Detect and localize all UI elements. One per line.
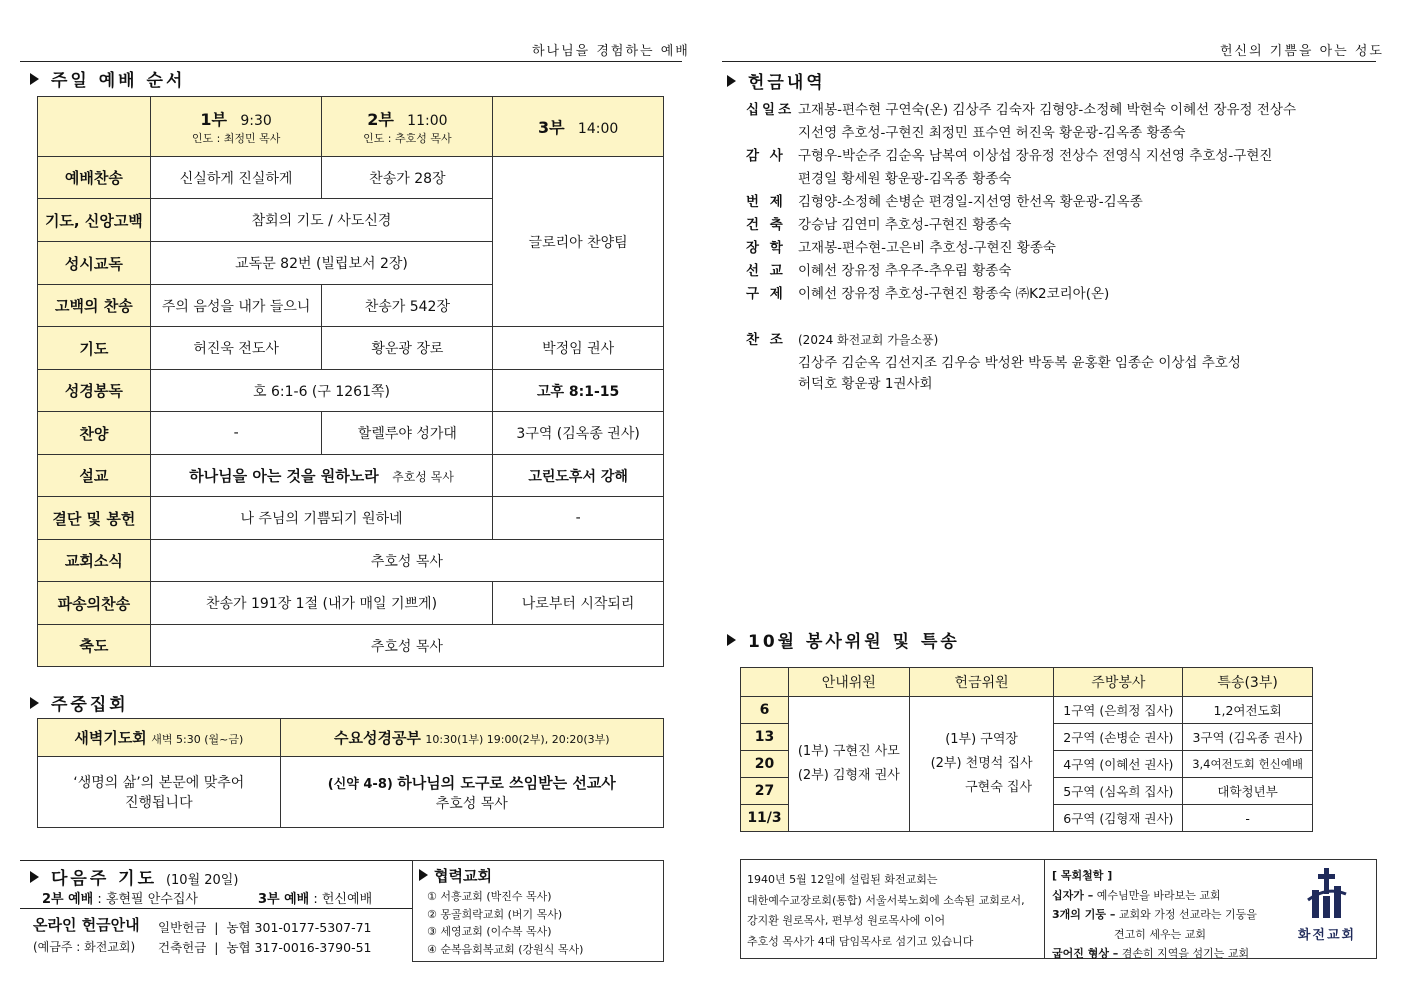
partner-churches-heading: 협력교회 xyxy=(419,865,492,886)
prayer-s2: 황운광 장로 xyxy=(322,327,493,370)
online-offering-rule xyxy=(20,908,412,909)
date-cell: 20 xyxy=(741,751,789,778)
online-offering-holder: (예금주 : 화전교회) xyxy=(33,940,136,954)
thanks-line-2: 편경일 황세원 황운광-김옥종 황종숙 xyxy=(798,171,1012,187)
partner-churches-box xyxy=(412,860,664,962)
triangle-bullet-icon xyxy=(419,869,428,881)
church-logo xyxy=(1281,868,1373,954)
row-label-sending: 파송의찬송 xyxy=(38,582,151,625)
weekday-table xyxy=(37,718,664,828)
sermon-s12 xyxy=(150,455,492,497)
left-page-header: 하나님을 경험하는 예배 xyxy=(532,44,690,59)
sermon-preacher: 추호성 목사 xyxy=(392,470,454,484)
row-label-benediction: 축도 xyxy=(38,625,151,667)
prayer-s3: 박정임 권사 xyxy=(493,327,664,370)
church-history: 1940년 5월 12일에 설립된 화전교회는 대한예수교장로회(통합) 서울서북노회에 소속된 교회로서, 강지환 원로목사, 편부성 원로목사에 이어 추호성 목사가 4대 담임목사로 섬기고 있습니다 xyxy=(747,873,1025,948)
praise-s1: - xyxy=(150,412,322,455)
right-page-header: 헌신의 기쁨을 아는 성도 xyxy=(1220,44,1384,59)
triangle-bullet-icon xyxy=(30,871,39,883)
service-2-header: 2부 11:00 인도 : 추호성 목사 xyxy=(322,97,493,157)
tithe-line-2: 지선영 추호성-구현진 최정민 표수연 허진욱 황운광-김옥종 황종숙 xyxy=(798,125,1186,141)
special-cell: 3구역 (김옥종 권사) xyxy=(1183,724,1313,751)
special-cell: 대학청년부 xyxy=(1183,778,1313,805)
decision-s12: 나 주님의 기쁨되기 원하네 xyxy=(150,497,492,540)
special-cell: 3,4여전도회 헌신예배 xyxy=(1183,751,1313,778)
corner-cell xyxy=(741,668,789,697)
general-offering-line: 일반헌금 | 농협 301-0177-5307-71 xyxy=(158,920,372,935)
kitchen-cell: 5구역 (심옥희 집사) xyxy=(1054,778,1183,805)
row-label-praise: 찬양 xyxy=(38,412,151,455)
service-1-header: 1부 9:30 인도 : 최정민 목사 xyxy=(150,97,322,157)
scholarship-line: 장 학 고재봉-편수현-고은비 추호성-구현진 황종숙 xyxy=(746,240,1056,256)
triangle-bullet-icon xyxy=(727,634,736,646)
reading-s3: 고후 8:1-15 xyxy=(493,370,664,412)
header-offering: 헌금위원 xyxy=(909,668,1054,697)
hymn-s2: 찬송가 28장 xyxy=(322,157,493,199)
right-header-rule xyxy=(722,61,1376,62)
thanks-line-1: 감 사 구형우-박순주 김순옥 남복여 이상섭 장유정 전상수 전영식 지선영 추호성-구현진 xyxy=(746,148,1273,164)
special-cell: - xyxy=(1183,805,1313,832)
row-label-prayer-creed: 기도, 신앙고백 xyxy=(38,199,151,242)
header-kitchen: 주방봉사 xyxy=(1054,668,1183,697)
triangle-bullet-icon xyxy=(30,73,39,85)
date-cell: 27 xyxy=(741,778,789,805)
next-prayer-heading: 다음주 기도 (10월 20일) xyxy=(30,864,238,889)
praise-s2: 할렐루야 성가대 xyxy=(322,412,493,455)
triangle-bullet-icon xyxy=(30,697,39,709)
support-line-1: 찬 조 (2024 화전교회 가을소풍) xyxy=(746,332,939,348)
wednesday-header: 수요성경공부 10:30(1부) 19:00(2부), 20:20(3부) xyxy=(280,719,663,757)
news-all: 추호성 목사 xyxy=(150,540,663,582)
dawn-desc: ‘생명의 삶’의 본문에 맞추어 진행됩니다 xyxy=(38,757,281,828)
kitchen-cell: 6구역 (김형재 권사) xyxy=(1054,805,1183,832)
online-offering-title: 온라인 헌금안내 xyxy=(33,916,140,934)
row-label-confession: 고백의 찬송 xyxy=(38,285,151,327)
next-prayer-rule xyxy=(20,860,412,861)
header-usher: 안내위원 xyxy=(788,668,909,697)
special-cell: 1,2여전도회 xyxy=(1183,697,1313,724)
triangle-bullet-icon xyxy=(727,75,736,87)
kitchen-cell: 4구역 (이혜선 권사) xyxy=(1054,751,1183,778)
dawn-header: 새벽기도회 새벽 5:30 (월~금) xyxy=(38,719,281,757)
next-prayer-s2: 2부 예배 : 홍현필 안수집사 xyxy=(42,892,198,907)
service-3-header: 3부 14:00 xyxy=(493,97,664,157)
row-label-prayer: 기도 xyxy=(38,327,151,370)
header-special: 특송(3부) xyxy=(1183,668,1313,697)
row-label-decision: 결단 및 봉헌 xyxy=(38,497,151,540)
sunday-service-heading: 주일 예배 순서 xyxy=(30,66,185,91)
volunteers-table xyxy=(740,667,1313,832)
support-line-2: 김상주 김순옥 김선지조 김우승 박성완 박동복 윤홍환 임종순 이상섭 추호성 xyxy=(798,355,1241,371)
benediction-all: 추호성 목사 xyxy=(150,625,663,667)
corner-cell xyxy=(38,97,151,157)
usher-cell: (1부) 구현진 사모 (2부) 김형재 권사 xyxy=(788,697,909,832)
support-line-3: 허덕호 황운광 1권사회 xyxy=(798,376,933,392)
prayer-s1: 허진욱 전도사 xyxy=(150,327,322,370)
offering-committee-cell: (1부) 구역장 (2부) 천명석 집사 구현숙 집사 xyxy=(909,697,1054,832)
wednesday-desc: (신약 4-8) 하나님의 도구로 쓰임받는 선교사 추호성 목사 xyxy=(280,757,663,828)
list-item: ② 몽골희락교회 (버기 목사) xyxy=(427,907,563,921)
sending-s12: 찬송가 191장 1절 (내가 매일 기쁘게) xyxy=(150,582,492,625)
church-logo-icon xyxy=(1304,868,1350,920)
decision-s3: - xyxy=(493,497,664,540)
kitchen-cell: 2구역 (손병순 권사) xyxy=(1054,724,1183,751)
sunday-service-table xyxy=(37,96,664,667)
building-line: 건 축 강승남 김연미 추호성-구현진 황종숙 xyxy=(746,217,1012,233)
tithe-line-1: 십일조 고재봉-편수현 구연숙(온) 김상주 김숙자 김형양-소정혜 박현숙 이혜선 장유정 전상수 xyxy=(746,102,1296,118)
praise-s3: 3구역 (김옥종 권사) xyxy=(493,412,664,455)
row-label-sermon: 설교 xyxy=(38,455,151,497)
partner-churches-list xyxy=(427,888,583,958)
row-label-responsive: 성시교독 xyxy=(38,242,151,285)
prayer-creed-s12: 참회의 기도 / 사도신경 xyxy=(150,199,492,242)
next-prayer-s3: 3부 예배 : 헌신예배 xyxy=(258,892,373,907)
info-divider xyxy=(1044,860,1045,958)
row-label-reading: 성경봉독 xyxy=(38,370,151,412)
row-label-hymn: 예배찬송 xyxy=(38,157,151,199)
sermon-title: 하나님을 아는 것을 원하노라 xyxy=(189,467,379,485)
ministry-philosophy: [ 목회철학 ] 십자가 – 예수님만을 바라보는 교회 3개의 기둥 – 교회와 가정 선교라는 기둥을 견고히 세우는 교회 굽어진 형상 – 겸손히 지역을 섬기는 교회 xyxy=(1052,869,1257,960)
church-info-box xyxy=(740,859,1377,959)
list-item: ④ 순복음회복교회 (강원식 목사) xyxy=(427,942,584,956)
weekday-heading: 주중집회 xyxy=(30,690,129,715)
list-item: ③ 세영교회 (이수복 목사) xyxy=(427,925,552,938)
burnt-offering-line: 번 제 김형양-소정혜 손병순 편경일-지선영 한선옥 황운광-김옥종 xyxy=(746,194,1143,210)
reading-s12: 호 6:1-6 (구 1261쪽) xyxy=(150,370,492,412)
offerings-heading: 헌금내역 xyxy=(727,68,826,93)
sending-s3: 나로부터 시작되리 xyxy=(493,582,664,625)
kitchen-cell: 1구역 (은희정 집사) xyxy=(1054,697,1183,724)
sermon-s3: 고린도후서 강해 xyxy=(493,455,664,497)
volunteers-heading: 10월 봉사위원 및 특송 xyxy=(727,627,960,652)
building-offering-line: 건축헌금 | 농협 317-0016-3790-51 xyxy=(158,940,372,955)
responsive-s12: 교독문 82번 (빌립보서 2장) xyxy=(150,242,492,285)
row-label-news: 교회소식 xyxy=(38,540,151,582)
relief-line: 구 제 이혜선 장유정 추호성-구현진 황종숙 ㈜K2코리아(온) xyxy=(746,286,1110,302)
date-cell: 13 xyxy=(741,724,789,751)
confession-s2: 찬송가 542장 xyxy=(322,285,493,327)
list-item: ① 서흥교회 (박진수 목사) xyxy=(427,890,552,903)
date-cell: 6 xyxy=(741,697,789,724)
mission-line: 선 교 이혜선 장유정 추우주-추우림 황종숙 xyxy=(746,263,1012,279)
hymn-s1: 신실하게 진실하게 xyxy=(150,157,322,199)
logo-text: 화전교회 xyxy=(1297,928,1357,943)
praise-team-s3: 글로리아 찬양팀 xyxy=(493,157,664,327)
confession-s1: 주의 음성을 내가 들으니 xyxy=(150,285,322,327)
left-header-rule xyxy=(20,61,682,62)
date-cell: 11/3 xyxy=(741,805,789,832)
